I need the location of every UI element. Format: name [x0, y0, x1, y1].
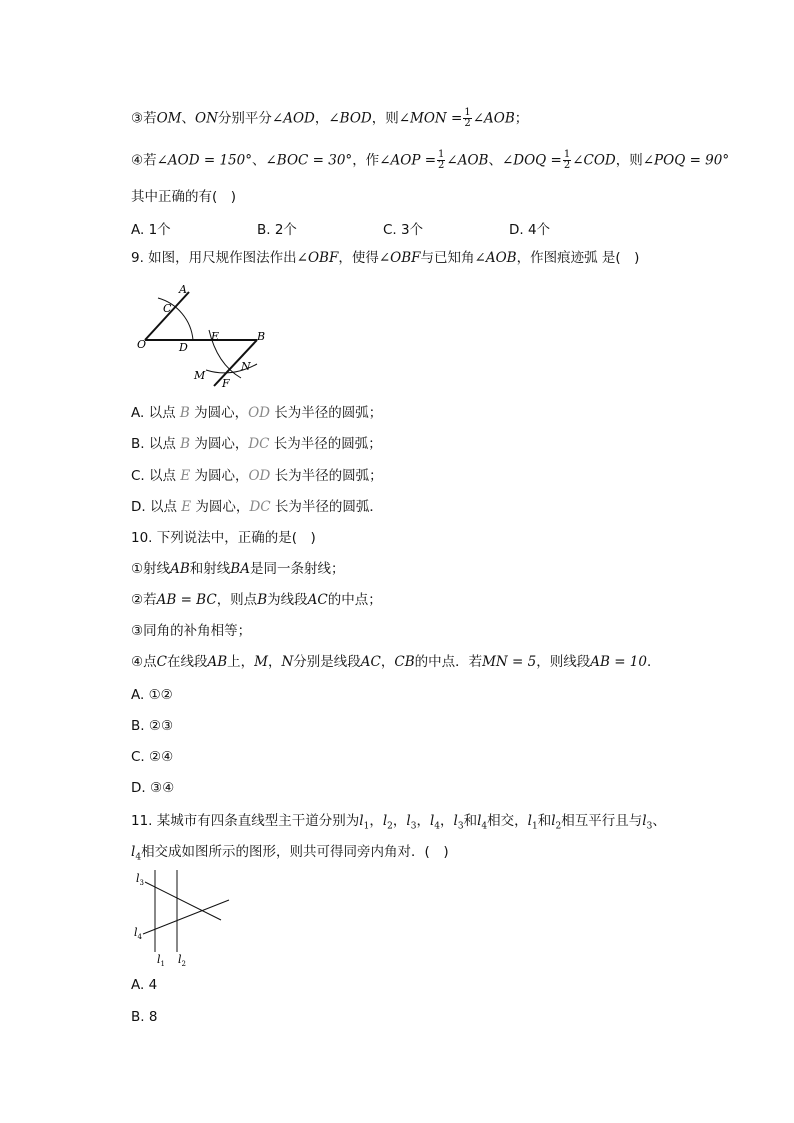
- text: ，: [392, 813, 407, 829]
- math: C: [156, 654, 167, 670]
- q10-option-c[interactable]: C. ②④: [131, 749, 174, 765]
- math: l: [131, 844, 136, 860]
- label-f: F: [222, 377, 230, 390]
- text: 、: [181, 110, 195, 127]
- point: E: [181, 499, 192, 515]
- math: OM: [156, 110, 182, 127]
- text: ②若: [131, 592, 157, 608]
- text: 9. 如图，用尺规作图法作出: [131, 250, 297, 266]
- math: l: [477, 813, 482, 829]
- math: AB: [207, 654, 228, 670]
- math: l: [527, 813, 532, 829]
- math: MN = 5: [482, 654, 537, 670]
- question-10-title: 10. 下列说法中，正确的是( ): [131, 530, 316, 546]
- label-e: E: [211, 330, 220, 343]
- text: 在线段: [166, 654, 208, 670]
- text: ，: [267, 654, 282, 670]
- math: ∠AOB: [474, 250, 517, 266]
- segment: OD: [248, 468, 271, 484]
- label-m: M: [194, 369, 206, 382]
- math: l: [406, 813, 411, 829]
- math: ∠OBF: [378, 250, 421, 266]
- numerator: 1: [563, 149, 571, 160]
- fraction: [437, 150, 445, 171]
- text: 相交，: [487, 813, 528, 829]
- text: ，: [369, 813, 383, 829]
- numerator: 1: [438, 149, 445, 160]
- text: 为线段: [267, 592, 308, 608]
- text: 与已知角: [420, 250, 475, 266]
- statement-marker: ③: [131, 110, 144, 127]
- text: 若: [143, 152, 157, 169]
- q8-option-d[interactable]: D. 4个: [509, 222, 551, 238]
- text: ④点: [131, 654, 157, 670]
- math: l: [382, 813, 388, 829]
- point: E: [180, 468, 191, 484]
- label-o: O: [137, 338, 147, 351]
- segment: DC: [248, 436, 270, 452]
- text: ，则: [371, 110, 399, 127]
- math: ∠AOB: [446, 152, 489, 169]
- subscript: 3: [646, 821, 653, 832]
- text: ，: [416, 813, 430, 829]
- label-a: A: [179, 283, 187, 296]
- text: ．: [646, 654, 661, 670]
- text: 和: [463, 813, 478, 829]
- label-b: B: [257, 330, 266, 343]
- question-9-title: [131, 249, 639, 267]
- label-letter: l: [157, 953, 161, 966]
- text: 、: [488, 152, 502, 169]
- math: N: [281, 654, 294, 670]
- question-8-prompt: 其中正确的有( ): [131, 189, 237, 205]
- q11-option-a[interactable]: A. 4: [131, 977, 158, 993]
- math: AB = BC: [156, 592, 217, 608]
- text: B. 以点: [131, 436, 181, 452]
- label-letter: l: [134, 926, 138, 939]
- math: ∠COD: [572, 152, 616, 169]
- q10-option-a[interactable]: A. ①②: [131, 687, 173, 703]
- denominator: 2: [563, 160, 571, 171]
- math: ∠AOB: [472, 110, 515, 127]
- text: 长为半径的圆弧．: [270, 499, 383, 515]
- text: 的中点．若: [414, 654, 483, 670]
- question-11-title-line-1: [131, 812, 666, 836]
- text: 11. 某城市有四条直线型主干道分别为: [131, 813, 360, 829]
- q8-option-b[interactable]: B. 2个: [257, 222, 297, 238]
- math: ∠BOD: [328, 110, 372, 127]
- text: 、: [251, 152, 266, 169]
- math: M: [254, 654, 268, 670]
- text: 为圆心，: [190, 436, 249, 452]
- label-subscript: 3: [139, 879, 144, 887]
- q8-option-c[interactable]: C. 3个: [383, 222, 424, 238]
- text: 上，: [227, 654, 255, 670]
- text: ，: [380, 654, 395, 670]
- label-letter: l: [136, 872, 140, 885]
- q9-option-b[interactable]: [131, 435, 382, 453]
- label-l3: [136, 872, 144, 887]
- statement-marker: ④: [131, 152, 144, 169]
- subscript: 4: [434, 821, 441, 832]
- math: ∠AOP =: [379, 152, 437, 169]
- text: 为圆心，: [190, 468, 249, 484]
- subscript: 1: [363, 821, 370, 832]
- text: 为圆心，: [189, 405, 249, 421]
- q10-statement-3: ③同角的补角相等；: [131, 623, 252, 639]
- question-11-title-line-2: [131, 843, 449, 867]
- math: ∠MON =: [398, 110, 463, 127]
- label-n: N: [241, 360, 251, 373]
- math: l: [359, 813, 364, 829]
- math: ∠AOD = 150°: [156, 152, 252, 169]
- text: ①射线: [131, 561, 171, 577]
- lines-figure: [131, 866, 235, 970]
- q10-option-d[interactable]: D. ③④: [131, 780, 175, 796]
- text: 是同一条射线；: [249, 561, 345, 577]
- q10-statement-4: [131, 653, 660, 671]
- text: ，则: [615, 152, 643, 169]
- q11-option-b[interactable]: B. 8: [131, 1009, 158, 1025]
- statement-4: [131, 150, 729, 171]
- math: ∠DOQ =: [501, 152, 562, 169]
- segment: DC: [249, 499, 271, 515]
- text: 和: [537, 813, 552, 829]
- label-subscript: 1: [160, 960, 165, 968]
- numerator: 1: [464, 107, 471, 118]
- q9-option-d[interactable]: [131, 498, 383, 516]
- statement-3: [131, 108, 528, 129]
- text: 相交成如图所示的图形，则共可得同旁内角对．( ): [141, 844, 449, 860]
- text: ，作图痕迹弧 是( ): [516, 250, 640, 266]
- line-l3: [145, 882, 221, 920]
- q9-option-c[interactable]: [131, 467, 383, 485]
- math: ∠AOD: [271, 110, 315, 127]
- math: B: [257, 592, 268, 608]
- text: 相互平行且与: [561, 813, 643, 829]
- label-l1: [157, 953, 165, 968]
- text: 长为半径的圆弧；: [270, 468, 383, 484]
- ray-oa: [145, 292, 189, 340]
- label-d: D: [179, 341, 188, 354]
- text: 、: [652, 813, 666, 829]
- text: 分别平分: [217, 110, 272, 127]
- denominator: 2: [438, 160, 445, 171]
- math: l: [642, 813, 647, 829]
- math: CB: [394, 654, 415, 670]
- math: AB: [170, 561, 190, 577]
- math: ∠POQ = 90°: [642, 152, 730, 169]
- text: D. 以点: [131, 499, 182, 515]
- text: 的中点；: [327, 592, 382, 608]
- math: ON: [195, 110, 218, 127]
- subscript: 3: [410, 821, 417, 832]
- subscript: 1: [531, 821, 538, 832]
- point: B: [179, 405, 190, 421]
- math: l: [429, 813, 435, 829]
- text: ，则线段: [536, 654, 591, 670]
- segment: OD: [248, 405, 270, 421]
- text: 和射线: [189, 561, 231, 577]
- fraction: [563, 150, 571, 171]
- label-subscript: 4: [137, 933, 142, 941]
- label-l4: [134, 926, 143, 941]
- text: ，: [314, 110, 329, 127]
- text: 长为半径的圆弧；: [269, 436, 382, 452]
- math: AC: [307, 592, 328, 608]
- math: ∠BOC = 30°: [265, 152, 353, 169]
- subscript: 3: [457, 821, 464, 832]
- q10-option-b[interactable]: B. ②③: [131, 718, 174, 734]
- q10-statement-2: [131, 591, 382, 609]
- text: 若: [143, 110, 157, 127]
- text: ，使得: [338, 250, 379, 266]
- text: 为圆心，: [191, 499, 250, 515]
- math: ∠OBF: [296, 250, 339, 266]
- text: 长为半径的圆弧；: [270, 405, 383, 421]
- text: 分别是线段: [293, 654, 361, 670]
- math: l: [551, 813, 556, 829]
- text: ，则点: [216, 592, 258, 608]
- angle-construction-figure: [131, 278, 281, 390]
- label-letter: l: [178, 953, 182, 966]
- point: B: [180, 436, 191, 452]
- math: BA: [230, 561, 250, 577]
- label-subscript: 2: [181, 960, 186, 968]
- text: C. 以点: [131, 468, 181, 484]
- subscript: 2: [555, 821, 562, 832]
- text: ；: [514, 110, 529, 127]
- denominator: 2: [464, 118, 471, 129]
- fraction: [463, 108, 471, 129]
- text: A. 以点: [131, 405, 180, 421]
- label-c: C: [163, 302, 172, 315]
- q9-option-a[interactable]: [131, 404, 382, 422]
- subscript: 2: [387, 821, 393, 832]
- text: ，: [440, 813, 454, 829]
- subscript: 4: [481, 821, 488, 832]
- q10-statement-1: [131, 560, 344, 578]
- math: AB = 10: [590, 654, 647, 670]
- math: AC: [360, 654, 381, 670]
- text: ，作: [352, 152, 380, 169]
- label-l2: [178, 953, 186, 968]
- math: l: [453, 813, 458, 829]
- q8-option-a[interactable]: A. 1个: [131, 222, 171, 238]
- subscript: 4: [135, 852, 142, 863]
